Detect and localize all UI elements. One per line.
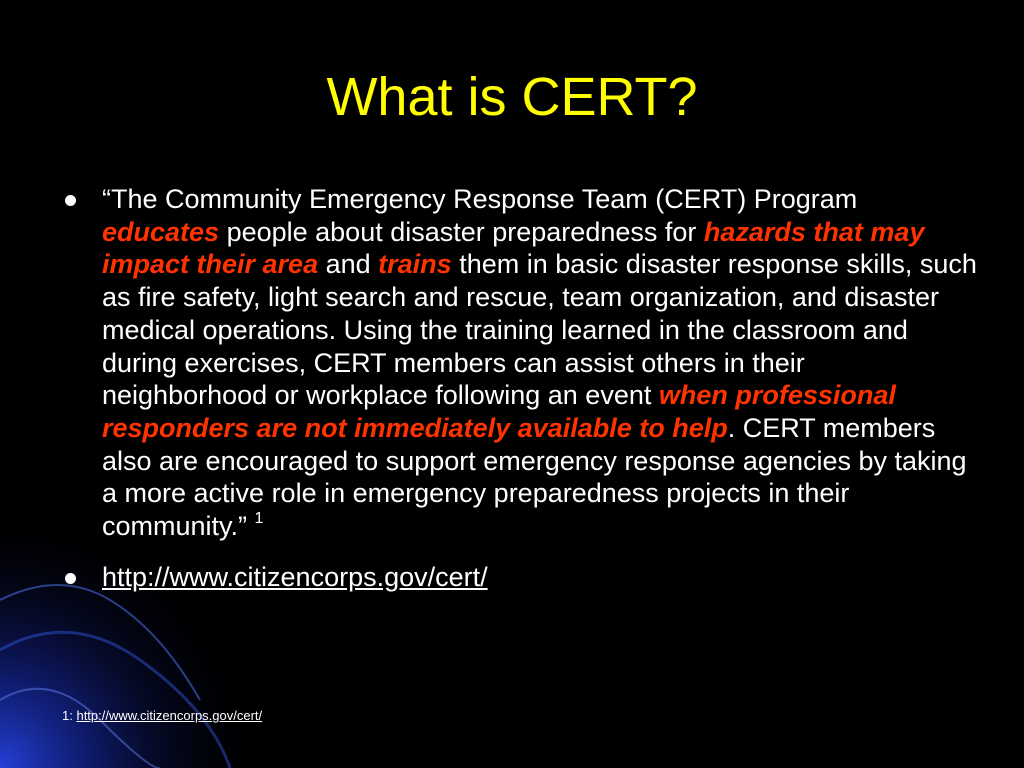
bullet-text: people about disaster preparedness for — [219, 216, 704, 247]
emphasis-hazards: hazards that may impact their area — [102, 216, 925, 280]
emphasis-trains: trains — [378, 249, 452, 280]
bullet-dot-icon — [65, 195, 76, 206]
emphasis-professional-responders: when professional responders are not immediately available to help — [102, 380, 896, 443]
bullet-text: them in basic disaster response skills, such as fire safety, light search and rescue, team organization, and disaster medical operations. Using the training learned in the classroom and during exercises, CERT members can assist others in their neighborhood or workplace following an event — [102, 249, 977, 411]
footnote-label: 1: — [62, 708, 73, 723]
bullet-text: . CERT members also are encouraged to support emergency response agencies by taking a more active role in emergency preparedness projects in their community.” — [102, 412, 967, 542]
bullet-text: and — [318, 249, 379, 280]
bullet-item-cert-description — [62, 183, 977, 543]
slide-title: What is CERT? — [326, 67, 698, 127]
bullet-text: “The Community Emergency Response Team (CERT) Program — [102, 184, 858, 214]
footnote-reference: 1 — [254, 510, 264, 528]
bullet-list — [62, 183, 977, 593]
citizencorps-link[interactable]: http://www.citizencorps.gov/cert/ — [102, 561, 488, 592]
footnote-link[interactable]: http://www.citizencorps.gov/cert/ — [76, 708, 263, 723]
bullet-item-link — [62, 561, 977, 594]
footnote — [62, 707, 262, 725]
bullet-dot-icon — [65, 573, 76, 584]
emphasis-educates: educates — [102, 216, 220, 247]
